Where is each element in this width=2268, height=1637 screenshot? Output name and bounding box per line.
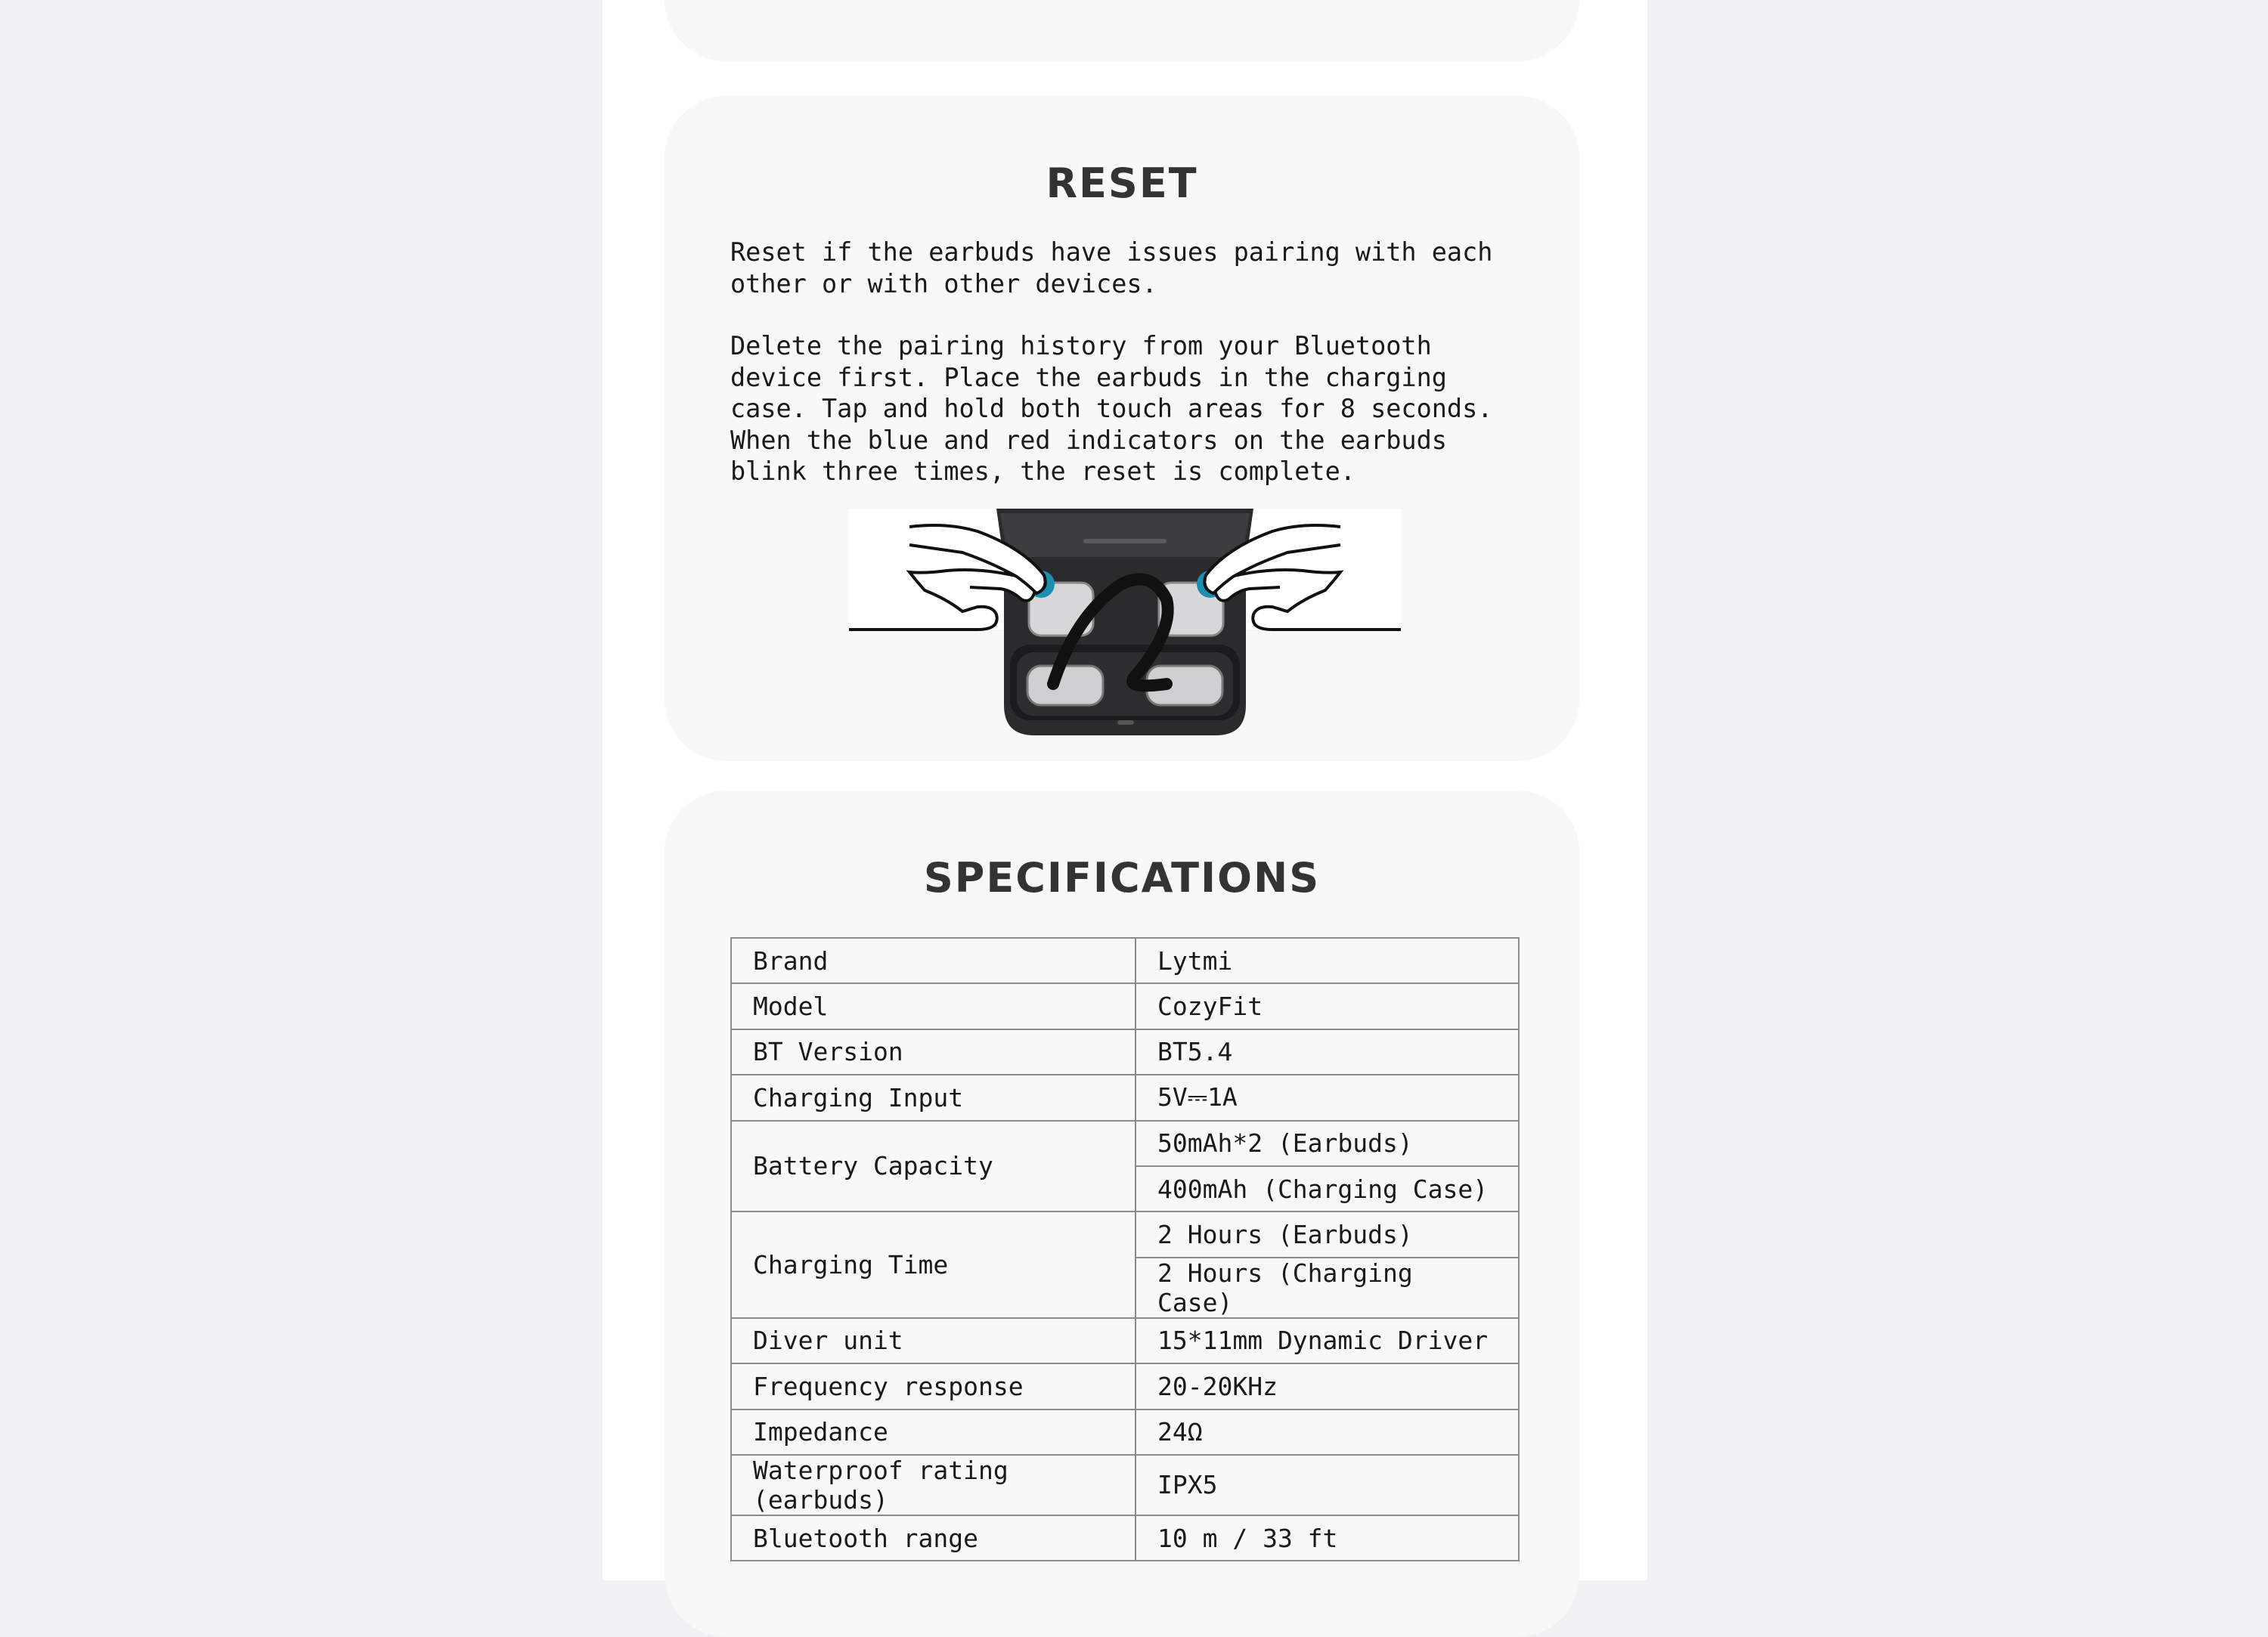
spec-value-cell: 50mAh*2 (Earbuds) [1136,1121,1519,1166]
spec-value-cell: 10 m / 33 ft [1136,1515,1519,1561]
specifications-title: SPECIFICATIONS [923,854,1321,902]
table-row [731,1121,1519,1166]
reset-title: RESET [1046,159,1198,207]
table-row [731,1455,1519,1515]
spec-value-cell: IPX5 [1136,1455,1519,1515]
spec-key-cell: Brand [731,938,1136,983]
spec-value-cell: 15*11mm Dynamic Driver [1136,1318,1519,1363]
spec-value-cell: 2 Hours (Earbuds) [1136,1212,1519,1257]
table-row [731,1212,1519,1257]
reset-paragraph-intro: Reset if the earbuds have issues pairing with each other or with other devices. [730,237,1493,299]
earbuds-case-hands-image [849,509,1401,737]
spec-key-cell: Charging Input [731,1075,1136,1120]
spec-value-cell: BT5.4 [1136,1029,1519,1075]
reset-section-card [665,96,1579,761]
spec-key-cell: Frequency response [731,1363,1136,1409]
spec-value-cell: 24Ω [1136,1410,1519,1455]
reset-paragraph-steps: Delete the pairing history from your Bluetooth device first. Place the earbuds in the charging case. Tap and hold both touch areas for 8 seconds. When the blue and red indicators on the earbuds blink three times, the reset is complete. [730,331,1493,486]
spec-key-cell: BT Version [731,1029,1136,1075]
spec-value-cell: 20-20KHz [1136,1363,1519,1409]
specifications-table [730,937,1520,1561]
table-row [731,983,1519,1029]
spec-key-cell: Battery Capacity [731,1121,1136,1212]
table-row [731,1318,1519,1363]
table-row [731,1410,1519,1455]
table-row [731,1075,1519,1120]
spec-value-cell: Lytmi [1136,938,1519,983]
spec-key-cell: Diver unit [731,1318,1136,1363]
spec-value-cell: 5V⎓1A [1136,1075,1519,1120]
spec-key-cell: Impedance [731,1410,1136,1455]
spec-key-cell: Model [731,983,1136,1029]
page-column [603,0,1647,1580]
spec-value-cell: 400mAh (Charging Case) [1136,1166,1519,1212]
table-row [731,1363,1519,1409]
reset-illustration [849,509,1401,737]
previous-section-card [665,0,1579,61]
spec-key-cell: Charging Time [731,1212,1136,1317]
spec-value-cell: 2 Hours (Charging Case) [1136,1258,1519,1318]
table-row [731,1029,1519,1075]
spec-key-cell: Waterproof rating (earbuds) [731,1455,1136,1515]
spec-key-cell: Bluetooth range [731,1515,1136,1561]
specifications-table-body [731,938,1519,1561]
specifications-section-card [665,791,1579,1637]
spec-value-cell: CozyFit [1136,983,1519,1029]
table-row [731,938,1519,983]
table-row [731,1515,1519,1561]
